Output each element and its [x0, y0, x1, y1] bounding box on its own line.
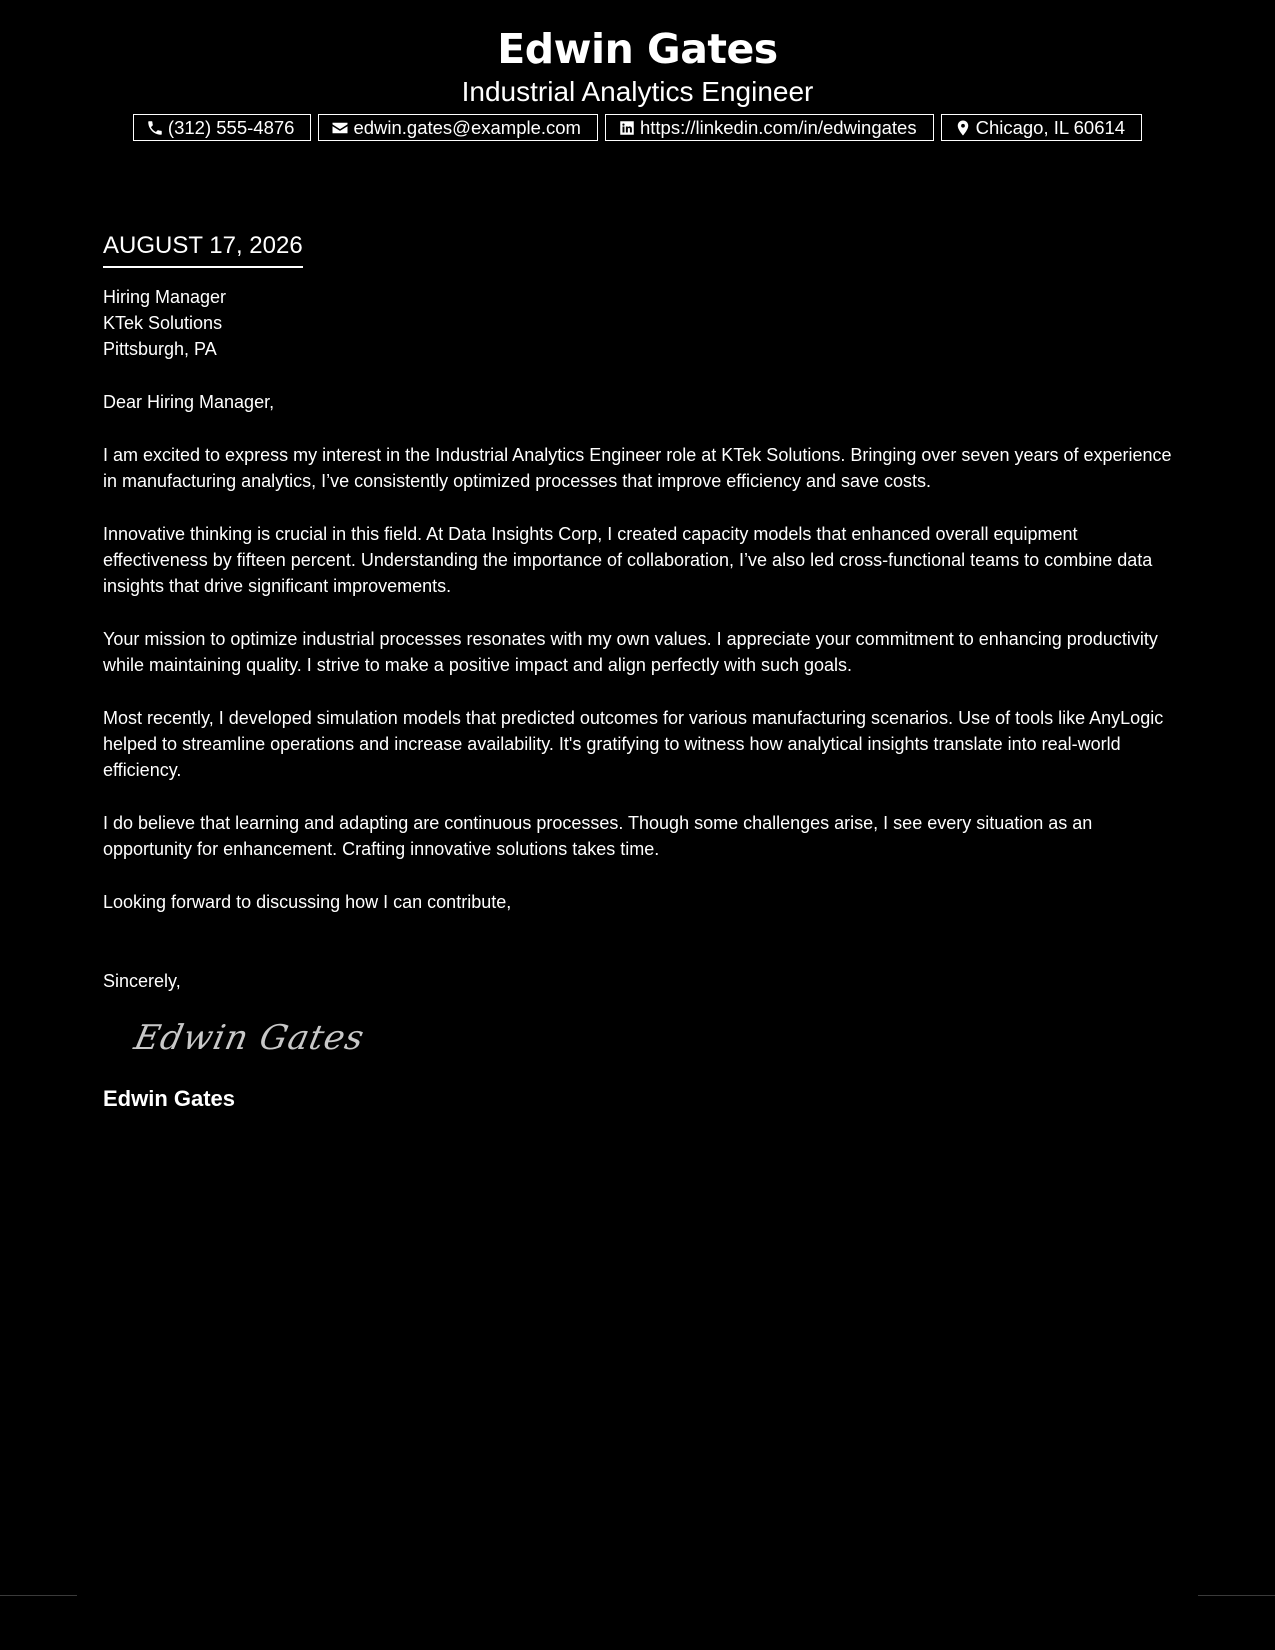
signoff: Sincerely,	[103, 971, 181, 991]
footer-rule-right	[1198, 1595, 1275, 1596]
phone-icon	[146, 119, 164, 137]
letter-date: AUGUST 17, 2026	[103, 228, 303, 268]
recipient-block	[103, 284, 1183, 362]
recipient-line: Hiring Manager	[103, 287, 227, 307]
contact-location[interactable]	[941, 114, 1142, 141]
contact-linkedin-text: https://linkedin.com/in/edwingates	[639, 116, 917, 138]
contact-email-text: edwin.gates@example.com	[353, 116, 581, 138]
contact-email[interactable]	[318, 114, 598, 141]
body-paragraph: I do believe that learning and adapting are continuous processes. Though some challenges arise, I see every situation as an opportunity for enhancement. Crafting innovative solutions takes time.	[103, 813, 1093, 859]
signer-name: Edwin Gates	[103, 1086, 236, 1111]
envelope-icon	[331, 119, 349, 137]
closing-line: Looking forward to discussing how I can contribute,	[103, 892, 512, 912]
recipient-line: Pittsburgh, PA	[103, 339, 217, 359]
recipient-line: KTek Solutions	[103, 313, 223, 333]
body-paragraph: Innovative thinking is crucial in this field. At Data Insights Corp, I created capacity models that enhanced overall equipment effectiveness by fifteen percent. Understanding the importance of collaboration, I’ve also led cross-functional teams to combine data insights that drive significant improvements.	[103, 524, 1153, 596]
contact-phone[interactable]	[133, 114, 312, 141]
handwritten-signature: Edwin Gates	[130, 1018, 369, 1058]
linkedin-icon	[618, 119, 636, 137]
contact-phone-text: (312) 555-4876	[167, 116, 295, 138]
body-paragraph: Your mission to optimize industrial processes resonates with my own values. I appreciate your commitment to enhancing productivity while maintaining quality. I strive to make a positive impact and align perfectly with such goals.	[103, 629, 1158, 675]
letter-header	[0, 22, 1275, 108]
body-paragraph: Most recently, I developed simulation models that predicted outcomes for various manufacturing scenarios. Use of tools like AnyLogic helped to streamline operations and increase availability. It's gratifying to witness how analytical insights translate into real-world efficiency.	[103, 708, 1164, 780]
salutation: Dear Hiring Manager,	[103, 392, 275, 412]
contact-location-text: Chicago, IL 60614	[975, 116, 1126, 138]
applicant-title: Industrial Analytics Engineer	[461, 76, 814, 107]
applicant-name: Edwin Gates	[497, 25, 778, 73]
body-paragraph: I am excited to express my interest in the Industrial Analytics Engineer role at KTek Solutions. Bringing over seven years of experience in manufacturing analytics, I’ve consistently optimized processes that improve efficiency and save costs.	[103, 445, 1172, 491]
contact-linkedin[interactable]	[605, 114, 934, 141]
contact-bar	[0, 114, 1275, 141]
footer-rule-left	[0, 1595, 77, 1596]
map-pin-icon	[954, 119, 972, 137]
letter-body	[103, 228, 1183, 1114]
